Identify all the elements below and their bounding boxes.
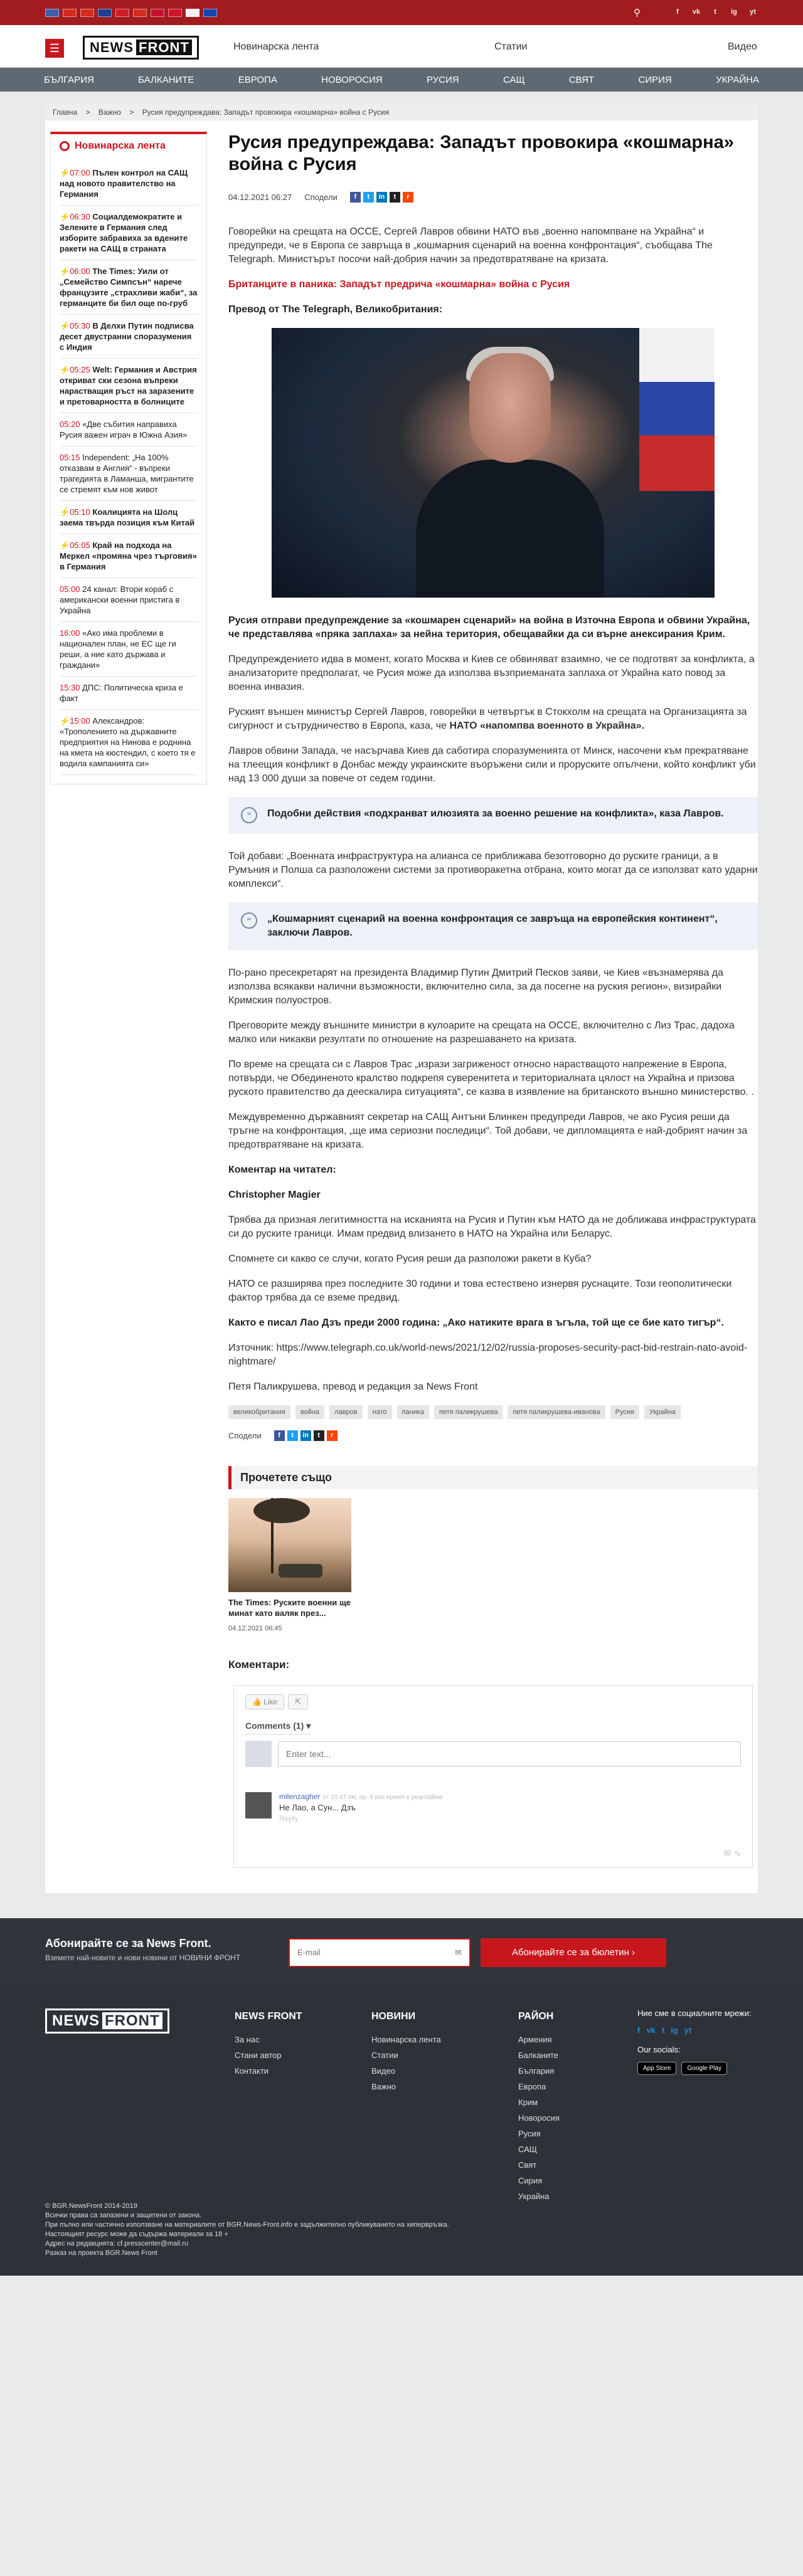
language-flag-icon[interactable]	[151, 9, 164, 17]
quote-icon: “	[241, 807, 257, 823]
related-date: 04.12.2021 06:45	[228, 1625, 282, 1632]
footer-link[interactable]: Статии	[371, 2051, 398, 2060]
social-title: Ние сме в социалните мрежи:	[637, 2009, 752, 2018]
social-icon[interactable]: ig	[731, 8, 737, 16]
footer-link[interactable]: Украйна	[518, 2192, 550, 2201]
sidebar-news-item[interactable]	[60, 446, 198, 501]
our-socials: Our socials:	[637, 2045, 681, 2054]
paragraph: Както е писал Лао Дзъ преди 2000 година: „Ако натиките врага в ъгъла, той ще се бие като тигър“.	[228, 1317, 724, 1328]
footer-link[interactable]: Крим	[518, 2098, 538, 2107]
footer-link[interactable]: Русия	[518, 2129, 541, 2138]
paragraph: НАТО се разширява през последните 30 години и това естествено изнервя руснаците. Този геополитически фактор трябва да се вземе предвид.	[228, 1279, 732, 1303]
quote-icon: “	[241, 912, 257, 929]
quote-text: Подобни действия «подхранват илюзията за военно решение на конфликта», каза Лавров.	[267, 808, 724, 819]
commenter-name[interactable]: milenzagher от 10:47 пм, пр. 6 раз время в реалтайме	[279, 1792, 444, 1801]
news-headline[interactable]: «Две събития направиха Русия важен играч в Южна Азия»	[60, 420, 188, 440]
news-headline[interactable]: «Ако има проблеми в национален план, не ЕС ще ги реши, а ние като държава и граждани»	[60, 628, 176, 670]
comments-title: Коментари:	[228, 1659, 290, 1671]
footer-col-news: НОВИНИ Новинарска лента Статии Видео Важно	[371, 2009, 441, 2094]
footer-link[interactable]: Новинарска лента	[371, 2035, 441, 2044]
reddit-icon[interactable]: r	[327, 1430, 338, 1441]
paragraph: По време на срещата си с Лавров Трас „изрази загриженост относно нарастващото напрежение в Европа, потвърди, че Обединеното кралство подкрепя суверенитета и териториалната цялост на Украйна и призова руското правителство да деескалира ситуацията“, се казва в изявление на британското външно министерство. .	[228, 1059, 754, 1097]
news-headline[interactable]: ДПС: Политическа криза е факт	[60, 683, 183, 703]
social-icon[interactable]: f	[676, 8, 679, 16]
social-icon[interactable]: f	[637, 2025, 641, 2035]
breadcrumb	[45, 104, 758, 120]
paragraph: Спомнете си какво се случи, когато Русия реши да разположи ракети в Куба?	[228, 1254, 592, 1264]
tag[interactable]: Русия	[610, 1405, 639, 1419]
news-time: 15:30	[60, 683, 80, 692]
related-image[interactable]	[228, 1498, 351, 1592]
app-store-badge[interactable]: App Store	[637, 2062, 676, 2075]
related-card[interactable]	[228, 1498, 351, 1634]
language-flag-icon[interactable]	[98, 9, 112, 17]
sidebar-news-item[interactable]	[60, 260, 198, 315]
tag-list	[228, 1405, 758, 1419]
comment-item	[245, 1792, 741, 1823]
news-time: 15:00	[70, 716, 90, 726]
share-buttons	[350, 192, 413, 203]
language-flag-icon[interactable]	[63, 9, 77, 17]
mail-icon: ✉	[455, 1948, 462, 1957]
copyright-line: Адрес на редакцията: cf.presscenter@mail.ru	[45, 2240, 188, 2247]
article-body	[228, 225, 758, 1394]
clock-icon	[60, 141, 70, 151]
footer-link[interactable]: Свят	[518, 2160, 537, 2170]
top-bar	[0, 0, 803, 25]
news-headline[interactable]: Welt: Германия и Австрия откриват ски сезона въпреки нарастващия ръст на заразените и претоварността в болниците	[60, 365, 197, 406]
sidebar-news-item[interactable]	[60, 206, 198, 260]
news-time: 05:05	[70, 541, 90, 550]
social-icon[interactable]: t	[714, 8, 716, 16]
nav-world[interactable]: СВЯТ	[568, 74, 595, 85]
sidebar-news-item[interactable]	[60, 413, 198, 446]
footer-social	[637, 2009, 752, 2075]
sidebar-news-item[interactable]	[60, 501, 198, 534]
sidebar-news-item[interactable]	[60, 534, 198, 578]
nav-balkans[interactable]: БАЛКАНИТЕ	[138, 74, 194, 85]
social-icon[interactable]: vk	[692, 8, 701, 16]
language-flag-icon[interactable]	[45, 9, 59, 17]
news-headline[interactable]: Коалицията на Шолц заема твърда позиция към Китай	[60, 507, 195, 527]
social-icon[interactable]: yt	[750, 8, 756, 16]
footer-link[interactable]: Новоросия	[518, 2113, 560, 2123]
lightning-icon: ⚡	[60, 716, 70, 726]
breadcrumb-separator: >	[85, 108, 90, 117]
nav-video[interactable]: Видео	[728, 41, 757, 52]
quote-text: „Кошмарният сценарий на военна конфронтация се завръща на европейския континент“, заключи Лавров.	[267, 914, 718, 938]
tag[interactable]: война	[295, 1405, 324, 1419]
footer-link[interactable]: Балканите	[518, 2051, 559, 2060]
breadcrumb-separator: >	[129, 108, 134, 117]
subscribe-button[interactable]: Абонирайте се за бюлетин ›	[481, 1938, 666, 1967]
tumblr-icon[interactable]: t	[390, 192, 400, 203]
comment-widget	[233, 1685, 753, 1868]
copyright-line: Разказ на проекта BGR.News Front	[45, 2249, 157, 2257]
comment-time: от 10:47 пм, пр. 6 раз время в реалтайме	[322, 1794, 444, 1801]
tag[interactable]: великобритания	[228, 1405, 290, 1419]
news-time: 05:20	[60, 420, 80, 429]
footer-link[interactable]: За нас	[235, 2035, 260, 2044]
copyright-line: © BGR.NewsFront 2014-2019	[45, 2202, 137, 2210]
twitter-icon[interactable]: t	[287, 1430, 298, 1441]
tag[interactable]: нато	[368, 1405, 392, 1419]
news-headline[interactable]: 24 канал: Втори кораб с американски военни пристига в Украйна	[60, 584, 180, 615]
social-icon[interactable]: vk	[646, 2025, 656, 2035]
footer-link[interactable]: Видео	[371, 2066, 395, 2076]
paragraph: Междувременно държавният секретар на САЩ Антъни Блинкен предупреди Лавров, че ако Русия реши да тръгне на конфронтация, „ще има сериозни последици“. Той добави, че дипломацията е най-добрият начин за предотвратяване на кризата.	[228, 1112, 748, 1150]
subscribe-title: Абонирайте се за News Front.	[45, 1937, 211, 1950]
article-title: Русия предупреждава: Западът провокира «кошмарна» война с Русия	[228, 132, 734, 174]
reddit-icon[interactable]: r	[403, 192, 413, 203]
footer-link[interactable]: Европа	[518, 2082, 546, 2091]
lightning-icon: ⚡	[60, 507, 70, 517]
tag[interactable]: паника	[397, 1405, 429, 1419]
source-link[interactable]: Източник: https://www.telegraph.co.uk/world-news/2021/12/02/russia-proposes-security-pact-bid-restrain-nato-avoid-nightmare/	[228, 1343, 748, 1367]
news-headline[interactable]: В Делхи Путин подписва десет двустранни споразумения с Индия	[60, 321, 194, 352]
lightning-icon: ⚡	[60, 321, 70, 330]
share-label: Сподели	[304, 193, 338, 202]
news-time: 05:00	[60, 584, 80, 594]
source-note: Превод от The Telegraph, Великобритания:	[228, 304, 443, 315]
news-time: 05:25	[70, 365, 90, 374]
nav-news-feed[interactable]: Новинарска лента	[233, 41, 319, 52]
facebook-icon[interactable]: f	[274, 1430, 285, 1441]
footer-link[interactable]: България	[518, 2066, 555, 2076]
bottom-share	[228, 1430, 758, 1441]
breadcrumb-home[interactable]: Главна	[53, 108, 78, 117]
breadcrumb-current: Русия предупреждава: Западът провокира «кошмарна» война с Русия	[142, 108, 390, 117]
lightning-icon: ⚡	[60, 168, 70, 177]
copyright-line: Настоящият ресурс може да съдържа материали за 18 +	[45, 2230, 228, 2238]
share-button[interactable]: ⇱	[288, 1694, 308, 1709]
paragraph: Той добави: „Военната инфраструктура на алианса се приближава безотговорно до руските граници, а в Румъния и Полша са разположени системи за противоракетна отбрана, които могат да се използват като ударни комплекси“.	[228, 851, 758, 889]
sidebar-news-item[interactable]	[60, 162, 198, 206]
pull-quote	[228, 902, 758, 950]
language-flag-icon[interactable]	[80, 9, 94, 17]
lead-paragraph: Русия отправи предупреждение за «кошмарен сценарий» на война в Източна Европа и обвини Украйна, че представлява «пряка заплаха» за нейна територия, обещавайки да си върне анексирания Крим.	[228, 615, 750, 640]
tumblr-icon[interactable]: t	[314, 1430, 324, 1441]
copyright-line: При пълно или частично използване на материалите от BGR.News-Front.info е задължително публикуването на хипервръзка.	[45, 2221, 449, 2229]
paragraph: Говорейки на срещата на ОССЕ, Сергей Лавров обвини НАТО във „военно напомпване на Украйна“ и предупреди, че в Европа се завръща в „кошмарния сценарий на военна конфронтация“, съобщава The Telegraph. Министърът посочи най-добрия начин за предотвратяване на кризата.	[228, 226, 713, 265]
language-flag-icon[interactable]	[168, 9, 182, 17]
copyright-line: Всички права са запазени и защитени от закона.	[45, 2212, 202, 2219]
rss-icon[interactable]: ∿	[733, 1848, 741, 1858]
paragraph: Трябва да призная легитимността на исканията на Русия и Путин към НАТО да не доближава инфраструктурата си до руските граници. Имам предвид влизането в НАТО на Украйна или Беларус.	[228, 1215, 756, 1239]
language-flags	[45, 9, 217, 17]
nav-novorossia[interactable]: НОВОРОСИЯ	[321, 74, 383, 85]
social-icon[interactable]: ig	[671, 2025, 678, 2035]
paragraph: Руският външен министър Сергей Лавров, говорейки в четвъртък в Стокхолм на срещата на Организацията за сигурност и сътрудничество в Европа, каза, че НАТО «напомпва военното в Украйна».	[228, 707, 747, 731]
sidebar-news-item[interactable]	[60, 710, 198, 775]
news-time: 06:30	[70, 212, 90, 221]
related-title[interactable]: The Times: Руските военни ще минат като валяк през...	[228, 1598, 351, 1618]
social-icon[interactable]: yt	[684, 2025, 692, 2035]
widget-footer-icons	[245, 1848, 741, 1859]
news-headline[interactable]: Пълен контрол на САЩ над новото правителство на Германия	[60, 168, 188, 199]
comments-section	[228, 1659, 758, 1868]
related-link[interactable]: Британците в паника: Западът предрича «кошмарна» война с Русия	[228, 279, 570, 290]
language-flag-icon[interactable]	[133, 9, 147, 17]
nav-syria[interactable]: СИРИЯ	[638, 74, 672, 85]
page-content	[45, 104, 758, 1893]
category-nav	[0, 68, 803, 92]
footer-col-newsfront: NEWS FRONT За нас Стани автор Контакти	[235, 2009, 302, 2079]
tag[interactable]: петя паликрушева	[434, 1405, 503, 1419]
nav-bulgaria[interactable]: БЪЛГАРИЯ	[44, 74, 94, 85]
news-headline[interactable]: Independent: „На 100% отказвам в Англия“ - въпреки трагедията в Ламанша, мигрантите се стремят към нов живот	[60, 453, 194, 494]
news-time: 06:00	[70, 267, 90, 276]
footer-link[interactable]: Армения	[518, 2035, 552, 2044]
share-label: Сподели	[228, 1431, 262, 1440]
news-time: 16:00	[60, 628, 80, 638]
language-flag-icon[interactable]	[203, 9, 217, 17]
article	[228, 132, 758, 1868]
paragraph: Предупреждението идва в момент, когато Москва и Киев се обвиняват взаимно, че се подготвят за конфликта, а анализаторите предполагат, че Русия може да използва възприеманата заплаха от Украйна като повод за военна инвазия.	[228, 654, 755, 692]
site-logo[interactable]: NEWS FRONT	[83, 36, 199, 60]
mail-icon[interactable]: ✉	[723, 1848, 731, 1858]
lightning-icon: ⚡	[60, 541, 70, 550]
sidebar-news-item[interactable]	[60, 359, 198, 413]
facebook-icon[interactable]: f	[350, 192, 361, 203]
footer-link[interactable]: Важно	[371, 2082, 396, 2091]
paragraph: Преговорите между външните министри в кулоарите на срещата на ОССЕ, включително с Лиз Трас, дадоха малко или никакви резултати по отношение на разрешаването на кризата.	[228, 1020, 735, 1045]
email-input[interactable]: E-mail ✉	[289, 1938, 471, 1967]
nav-articles[interactable]: Статии	[494, 41, 528, 52]
subscribe-bar	[0, 1918, 803, 1983]
sidebar-news-item[interactable]	[60, 578, 198, 622]
paragraph: По-рано пресекретарят на президента Владимир Путин Дмитрий Песков заяви, че Киев «възнамерява да използва всякакви налични възможности, включително сила, за да посегне на руския регион», визирайки Кримския полуостров.	[228, 968, 724, 1006]
linkedin-icon[interactable]: in	[300, 1430, 311, 1441]
comment-input[interactable]	[278, 1741, 741, 1766]
article-meta	[228, 192, 758, 203]
reader-name: Christopher Magier	[228, 1190, 321, 1200]
paragraph: Лавров обвини Запада, че насърчава Киев да саботира споразуменията от Минск, насочени към прекратяване на тлеещия конфликт в Донбас между украинските въоръжени сили и проруските опълчени, който конфликт уби над 13 000 души за повече от седем години.	[228, 746, 756, 784]
news-time: 05:30	[70, 321, 90, 330]
read-also-title: Прочетете също	[228, 1466, 758, 1489]
tag[interactable]: лавров	[329, 1405, 362, 1419]
nav-europe[interactable]: ЕВРОПА	[238, 74, 277, 85]
footer-link[interactable]: Контакти	[235, 2066, 269, 2076]
nav-russia[interactable]: РУСИЯ	[426, 74, 459, 85]
footer-logo[interactable]: NEWS FRONT	[45, 2009, 169, 2034]
news-headline[interactable]: The Times: Уили от „Семейство Симпсън“ нарече французите „страхливи жаби“, за германците би бил още по-груб	[60, 267, 198, 308]
language-flag-icon[interactable]	[115, 9, 129, 17]
twitter-icon[interactable]: t	[363, 192, 374, 203]
copyright	[45, 2202, 449, 2258]
comments-count[interactable]: Comments (1) ▾	[245, 1721, 311, 1734]
translator-credit: Петя Паликрушева, превод и редакция за News Front	[228, 1381, 478, 1392]
menu-icon[interactable]: ☰	[45, 39, 64, 58]
news-time: 07:00	[70, 168, 90, 177]
footer-link[interactable]: Сирия	[518, 2176, 543, 2185]
search-icon[interactable]: ⚲	[634, 8, 641, 18]
news-time: 05:10	[70, 507, 90, 517]
news-headline[interactable]: Социалдемократите и Зелените в Германия след изборите забравиха за вдените ракети на САЩ в страната	[60, 212, 188, 253]
breadcrumb-important[interactable]: Важно	[98, 108, 121, 117]
google-play-badge[interactable]: Google Play	[681, 2062, 726, 2075]
comment-text: Не Лао, а Сун... Дзъ	[279, 1803, 356, 1812]
footer-link[interactable]: Стани автор	[235, 2051, 282, 2060]
reader-comment-heading: Коментар на читател:	[228, 1164, 336, 1175]
nav-ukraine[interactable]: УКРАЙНА	[716, 74, 759, 85]
lightning-icon: ⚡	[60, 267, 70, 276]
sidebar-news-item[interactable]	[60, 677, 198, 710]
news-feed-sidebar	[50, 132, 207, 784]
subscribe-subtitle: Вземете най-новите и нови новини от НОВИНИ ФРОНТ	[45, 1953, 241, 1962]
top-social-icons	[673, 7, 758, 17]
site-footer	[0, 1983, 803, 2276]
tag[interactable]: петя паликрушева-иванова	[508, 1405, 605, 1419]
lightning-icon: ⚡	[60, 365, 70, 374]
tag[interactable]: Украйна	[644, 1405, 681, 1419]
commenter-avatar	[245, 1792, 272, 1819]
like-button[interactable]: 👍 Like	[245, 1694, 284, 1709]
footer-col-region: РАЙОН Армения Балканите България Европа Крим Новоросия Русия САЩ Свят Сирия Украйна	[518, 2009, 560, 2204]
sidebar-news-item[interactable]	[60, 315, 198, 359]
news-headline[interactable]: Александров: «Трополението на държавните предприятия на Нинова е роднина на кмета на кюстендил, с което тя е водила кампанията си»	[60, 716, 196, 768]
linkedin-icon[interactable]: in	[376, 192, 387, 203]
news-time: 05:15	[60, 453, 80, 462]
social-icon[interactable]: t	[661, 2025, 665, 2035]
article-photo	[272, 328, 715, 598]
reply-button[interactable]: Reply	[279, 1814, 299, 1823]
sidebar-news-item[interactable]	[60, 622, 198, 677]
sidebar-title: Новинарска лента	[60, 140, 198, 152]
footer-link[interactable]: САЩ	[518, 2145, 537, 2154]
language-flag-icon[interactable]	[186, 9, 199, 17]
news-headline[interactable]: Край на подхода на Меркел «промяна чрез търговия» в Германия	[60, 541, 197, 571]
share-buttons	[274, 1430, 338, 1441]
lightning-icon: ⚡	[60, 212, 70, 221]
read-also	[228, 1466, 758, 1634]
article-date: 04.12.2021 06:27	[228, 193, 292, 202]
nav-usa[interactable]: САЩ	[503, 74, 525, 85]
avatar	[245, 1741, 272, 1767]
pull-quote	[228, 797, 758, 833]
site-header	[0, 25, 803, 68]
